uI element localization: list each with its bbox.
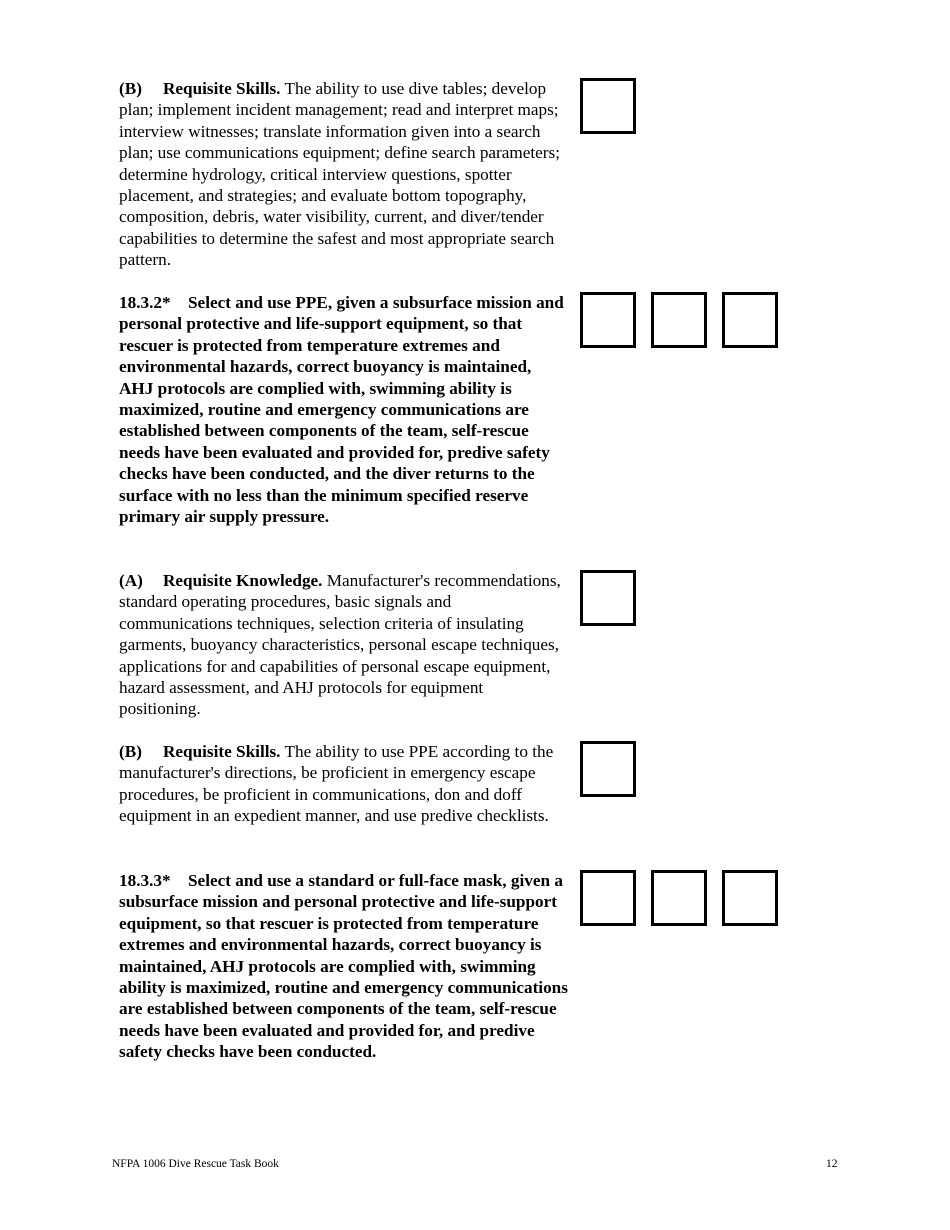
signoff-boxes [580,741,636,797]
signoff-checkbox[interactable] [651,870,707,926]
signoff-checkbox[interactable] [580,741,636,797]
signoff-checkbox[interactable] [651,292,707,348]
jpr-paragraph [119,292,569,527]
jpr-number: 18.3.2* [119,293,171,312]
signoff-checkbox[interactable] [580,870,636,926]
signoff-boxes [580,870,778,926]
jpr-number: 18.3.3* [119,871,171,890]
requisite-skills-paragraph [119,78,569,271]
item-body: The ability to use dive tables; develop plan; implement incident management; read and interpret maps; interview witnesses; translate information given into a search plan; use communications equipment; define search parameters; determine hydrology, critical interview questions, spotter placement, and strategies; and evaluate bottom topography, composition, debris, water visibility, current, and diver/tender capabilities to determine the safest and most appropriate search pattern. [119,79,560,270]
item-label: (A) [119,571,143,590]
signoff-checkbox[interactable] [722,870,778,926]
page-number: 12 [826,1158,838,1170]
item-heading: Requisite Knowledge. [163,571,323,590]
jpr-text: Select and use PPE, given a subsurface mission and personal protective and life-support equipment, so that rescuer is protected from temperature extremes and environmental hazards, correct buoyancy is maintained, AHJ protocols are complied with, swimming ability is maximized, routine and emergency communications are established between components of the team, self-rescue needs have been evaluated and provided for, predive safety checks have been conducted, and the diver returns to the surface with no less than the minimum specified reserve primary air supply pressure. [119,293,564,527]
item-heading: Requisite Skills. [163,742,281,761]
jpr-paragraph [119,870,569,1063]
signoff-checkbox[interactable] [580,570,636,626]
jpr-text: Select and use a standard or full-face mask, given a subsurface mission and personal protective and life-support equipment, so that rescuer is protected from temperature extremes and environmental hazards, correct buoyancy is maintained, AHJ protocols are complied with, swimming ability is maximized, routine and emergency communications are established between components of the team, self-rescue needs have been evaluated and provided for, and predive safety checks have been conducted. [119,871,568,1062]
requisite-knowledge-paragraph [119,570,569,720]
signoff-checkbox[interactable] [580,292,636,348]
item-body: Manufacturer's recommendations, standard operating procedures, basic signals and communications techniques, selection criteria of insulating garments, buoyancy characteristics, personal escape techniques, applications for and capabilities of personal escape equipment, hazard assessment, and AHJ protocols for equipment positioning. [119,571,561,719]
requisite-skills-paragraph [119,741,569,827]
item-body: The ability to use PPE according to the manufacturer's directions, be proficient in emergency escape procedures, be proficient in communications, don and doff equipment in an expedient manner, and use predive checklists. [119,742,554,826]
item-label: (B) [119,79,142,98]
signoff-checkbox[interactable] [722,292,778,348]
signoff-boxes [580,78,636,134]
signoff-checkbox[interactable] [580,78,636,134]
signoff-boxes [580,570,636,626]
item-label: (B) [119,742,142,761]
item-heading: Requisite Skills. [163,79,281,98]
footer-title: NFPA 1006 Dive Rescue Task Book [112,1158,279,1170]
signoff-boxes [580,292,778,348]
